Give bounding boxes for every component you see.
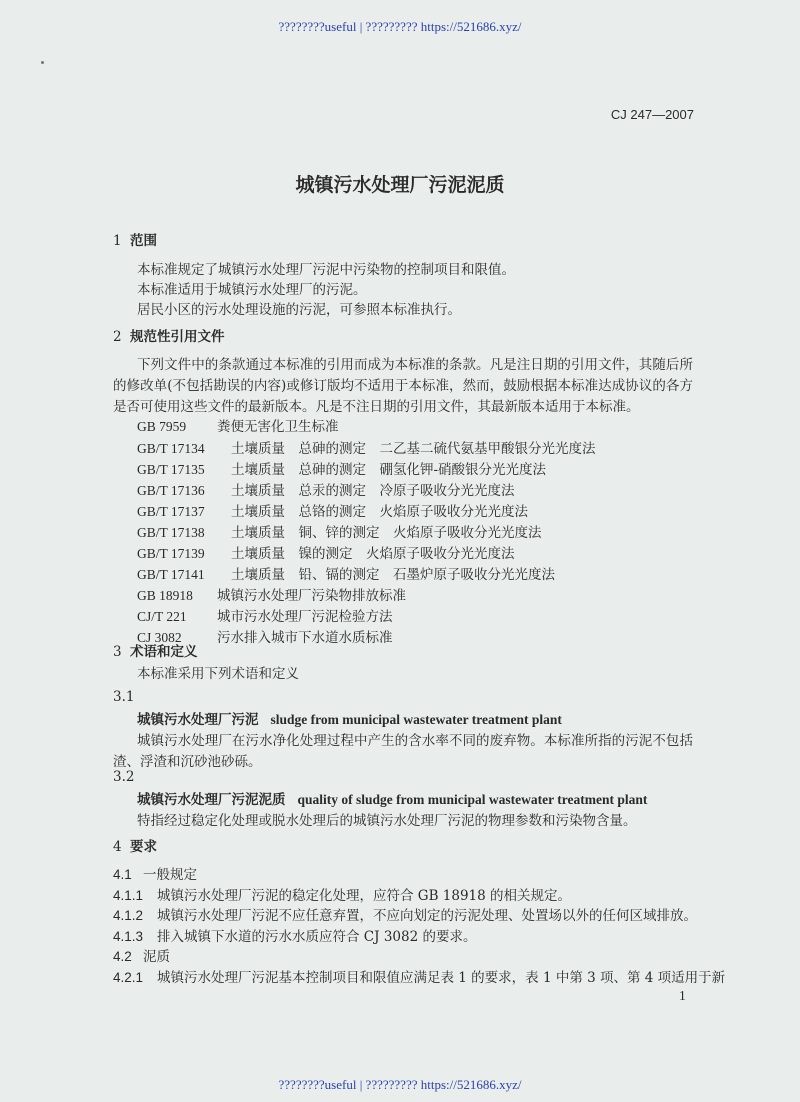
section-2-heading <box>113 328 225 346</box>
reference-code: GB/T 17134 <box>137 441 205 456</box>
reference-code: GB 18918 <box>137 588 193 603</box>
reference-title: 土壤质量 铅、镉的测定 石墨炉原子吸收分光光度法 <box>231 567 555 583</box>
clause-number: 4.2.1 <box>113 970 144 985</box>
clause-text: 排入城镇下水道的污水水质应符合 CJ 3082 的要求。 <box>157 929 477 945</box>
clause-number: 4.1.3 <box>113 929 144 944</box>
paragraph-line: 是否可使用这些文件的最新版本。凡是不注日期的引用文件，其最新版本适用于本标准。 <box>113 399 640 415</box>
reference-code: CJ/T 221 <box>137 609 187 624</box>
reference-title: 土壤质量 镍的测定 火焰原子吸收分光光度法 <box>231 546 515 562</box>
section-4-heading <box>113 838 157 856</box>
reference-code: CJ 3082 <box>137 630 182 645</box>
section-number: 1 <box>113 233 122 249</box>
clause-number: 4.2 <box>113 949 132 964</box>
reference-title: 土壤质量 总砷的测定 二乙基二硫代氨基甲酸银分光光度法 <box>231 441 596 457</box>
reference-item <box>137 608 393 626</box>
paragraph: 本标准采用下列术语和定义 <box>137 666 299 682</box>
term-en: quality of sludge from municipal wastewater treatment plant <box>297 792 648 807</box>
reference-title: 土壤质量 总铬的测定 火焰原子吸收分光光度法 <box>231 504 528 520</box>
reference-item <box>137 545 515 563</box>
reference-code: GB/T 17137 <box>137 504 205 519</box>
paragraph: 居民小区的污水处理设施的污泥，可参照本标准执行。 <box>137 302 461 318</box>
clause-number: 4.1.1 <box>113 888 144 903</box>
clause-text: 城镇污水处理厂污泥不应任意弃置，不应向划定的污泥处理、处置场以外的任何区域排放。 <box>157 908 697 924</box>
clause-text: 泥质 <box>143 949 170 965</box>
section-1-heading <box>113 232 157 250</box>
clause <box>113 969 725 987</box>
reference-item <box>137 461 546 479</box>
clause-text: 一般规定 <box>143 867 197 883</box>
section-title: 术语和定义 <box>130 644 198 660</box>
clause <box>113 907 697 925</box>
reference-code: GB/T 17138 <box>137 525 205 540</box>
definition-line: 渣、浮渣和沉砂池砂砾。 <box>113 754 262 770</box>
standard-number: CJ 247—2007 <box>610 107 694 122</box>
reference-item <box>137 503 528 521</box>
watermark-top: ????????useful | ????????? https://521686.xyz/ <box>278 19 522 34</box>
paragraph-line: 下列文件中的条款通过本标准的引用而成为本标准的条款。凡是注日期的引用文件，其随后所 <box>137 357 693 373</box>
section-3-heading <box>113 643 198 661</box>
reference-title: 城镇污水处理厂污染物排放标准 <box>217 588 406 604</box>
reference-title: 城市污水处理厂污泥检验方法 <box>217 609 393 625</box>
reference-item <box>137 566 555 584</box>
section-title: 规范性引用文件 <box>130 329 225 345</box>
definition-line: 城镇污水处理厂在污水净化处理过程中产生的含水率不同的废弃物。本标准所指的污泥不包括 <box>137 733 693 749</box>
definition-line: 特指经过稳定化处理或脱水处理后的城镇污水处理厂污泥的物理参数和污染物含量。 <box>137 813 637 829</box>
section-title: 范围 <box>130 233 157 249</box>
clause <box>113 866 197 884</box>
clause <box>113 928 476 946</box>
reference-code: GB/T 17139 <box>137 546 205 561</box>
section-number: 4 <box>113 839 122 855</box>
reference-item <box>137 418 339 436</box>
watermark-bottom: ????????useful | ????????? https://521686.xyz/ <box>278 1077 522 1092</box>
reference-code: GB 7959 <box>137 419 187 434</box>
reference-item <box>137 440 596 458</box>
clause-number: 3.1 <box>113 689 135 705</box>
term-3-1 <box>137 711 562 729</box>
reference-title: 土壤质量 总汞的测定 冷原子吸收分光光度法 <box>231 483 515 499</box>
paragraph: 本标准规定了城镇污水处理厂污泥中污染物的控制项目和限值。 <box>137 262 515 278</box>
clause-text: 城镇污水处理厂污泥基本控制项目和限值应满足表 1 的要求，表 1 中第 3 项、第 4 项适用于新 <box>157 970 726 986</box>
clause <box>113 948 170 966</box>
reference-title: 粪便无害化卫生标准 <box>217 419 339 435</box>
section-number: 2 <box>113 329 122 345</box>
clause-text: 城镇污水处理厂污泥的稳定化处理，应符合 GB 18918 的相关规定。 <box>157 888 572 904</box>
reference-code: GB/T 17136 <box>137 483 205 498</box>
reference-title: 土壤质量 铜、锌的测定 火焰原子吸收分光光度法 <box>231 525 542 541</box>
term-zh: 城镇污水处理厂污泥泥质 <box>137 792 286 808</box>
clause-number: 4.1 <box>113 867 132 882</box>
paragraph-line: 的修改单(不包括勘误的内容)或修订版均不适用于本标准，然而，鼓励根据本标准达成协议的各方 <box>113 378 693 394</box>
reference-item <box>137 524 542 542</box>
term-zh: 城镇污水处理厂污泥 <box>137 712 259 728</box>
clause-number: 3.2 <box>113 769 135 785</box>
document-title: 城镇污水处理厂污泥泥质 <box>295 174 505 196</box>
clause-number: 4.1.2 <box>113 908 144 923</box>
page-number: 1 <box>679 988 686 1003</box>
reference-item <box>137 482 515 500</box>
term-3-2 <box>137 791 647 809</box>
scan-speck <box>41 61 44 64</box>
reference-title: 土壤质量 总砷的测定 硼氢化钾-硝酸银分光光度法 <box>231 462 547 478</box>
section-title: 要求 <box>130 839 157 855</box>
paragraph: 本标准适用于城镇污水处理厂的污泥。 <box>137 282 367 298</box>
reference-title: 污水排入城市下水道水质标准 <box>217 630 393 646</box>
term-en: sludge from municipal wastewater treatment plant <box>270 712 562 727</box>
clause <box>113 887 571 905</box>
reference-code: GB/T 17135 <box>137 462 205 477</box>
section-number: 3 <box>113 644 122 660</box>
reference-item <box>137 587 406 605</box>
reference-code: GB/T 17141 <box>137 567 205 582</box>
